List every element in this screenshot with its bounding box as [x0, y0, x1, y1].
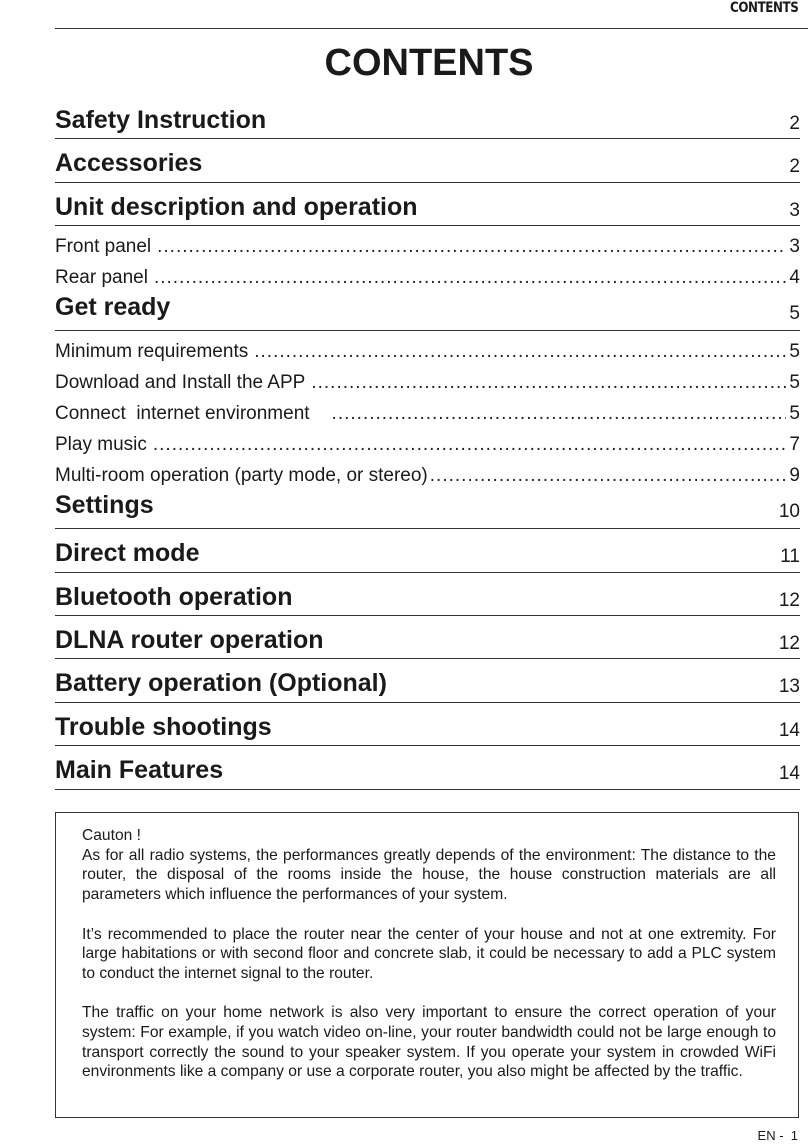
section-title: Main Features: [55, 756, 224, 785]
header-tag: CONTENTS: [729, 0, 798, 16]
toc-section: [55, 659, 800, 702]
subentry-title: Front panel: [55, 235, 152, 257]
page-title: CONTENTS: [324, 42, 534, 84]
section-title: DLNA router operation: [55, 625, 324, 654]
caution-paragraph: It’s recommended to place the router near the center of your house and not at one extremity. For large habitations or with second floor and concrete slab, it could be necessary to add a PLC system to conduct the internet signal to the router.: [82, 925, 776, 982]
toc-subentry: [55, 398, 800, 429]
section-title: Accessories: [55, 149, 203, 178]
subentry-page: 9: [789, 464, 800, 486]
subentry-title: Download and Install the APP: [55, 371, 306, 393]
subentry-page: 3: [789, 235, 800, 257]
toc-subentry: [55, 336, 800, 367]
caution-box: [55, 812, 799, 1118]
dot-leader: [311, 372, 786, 394]
toc-subentry: [55, 460, 800, 491]
section-page: 12: [778, 589, 800, 611]
section-page: 12: [778, 632, 800, 654]
section-title: Get ready: [55, 293, 171, 322]
toc-subentry: [55, 367, 800, 398]
section-page: 10: [778, 501, 800, 523]
toc-section: [55, 293, 800, 331]
dot-leader: [157, 236, 786, 258]
subentry-title: Play music: [55, 433, 147, 455]
dot-leader: [154, 267, 786, 289]
page-number: EN - 1: [757, 1128, 798, 1143]
toc-section: [55, 96, 800, 139]
toc-section: [55, 183, 800, 226]
toc-section: [55, 746, 800, 789]
section-page: 11: [780, 546, 800, 568]
subentry-title: Minimum requirements: [55, 340, 249, 362]
subentry-page: 5: [789, 371, 800, 393]
section-title: Trouble shootings: [55, 712, 272, 741]
toc-subentry: [55, 231, 800, 262]
section-page: 13: [778, 676, 800, 698]
table-of-contents: [55, 96, 800, 790]
toc-section: [55, 616, 800, 659]
dot-leader: [332, 403, 787, 425]
section-page: 14: [778, 763, 800, 785]
caution-heading: Cauton !: [82, 827, 141, 844]
subentry-page: 5: [789, 402, 800, 424]
toc-section: [55, 491, 800, 529]
caution-paragraph: The traffic on your home network is also very important to ensure the correct operation of your system: For example, if you watch video on-line, your router bandwidth could not be large enough to transport correctly the sound to your speaker system. If you operate your system in crowded WiFi environments like a company or use a corporate router, you also might be affected by the traffic.: [82, 1004, 776, 1081]
section-title: Bluetooth operation: [55, 582, 293, 611]
section-title: Unit description and operation: [55, 192, 418, 221]
toc-subentry: [55, 262, 800, 293]
subentry-title: Connect internet environment: [55, 402, 310, 424]
section-title: Settings: [55, 491, 154, 520]
toc-subentry: [55, 429, 800, 460]
dot-leader: [430, 465, 787, 487]
subentry-page: 4: [789, 266, 800, 288]
section-page: 5: [789, 303, 800, 325]
section-title: Direct mode: [55, 539, 200, 568]
caution-paragraph: As for all radio systems, the performances greatly depends of the environment: The distance to the router, the disposal of the rooms inside the house, the house construction materials are all parameters which influence the performances of your system.: [82, 846, 776, 904]
unit-subsections: [55, 226, 800, 293]
section-title: Safety Instruction: [55, 106, 267, 134]
section-page: 2: [789, 156, 800, 178]
top-rule: [55, 28, 808, 29]
toc-section: [55, 703, 800, 746]
section-page: 14: [778, 719, 800, 741]
toc-section: [55, 139, 800, 182]
toc-section: [55, 573, 800, 616]
get-ready-subsections: [55, 331, 800, 491]
subentry-title: Multi-room operation (party mode, or stereo): [55, 464, 428, 486]
section-title: Battery operation (Optional): [55, 669, 387, 698]
toc-section: [55, 529, 800, 572]
section-page: 2: [789, 113, 800, 134]
subentry-title: Rear panel: [55, 266, 148, 288]
dot-leader: [153, 434, 787, 456]
subentry-page: 7: [789, 433, 800, 455]
subentry-page: 5: [789, 340, 800, 362]
section-page: 3: [789, 199, 800, 221]
dot-leader: [254, 341, 786, 363]
